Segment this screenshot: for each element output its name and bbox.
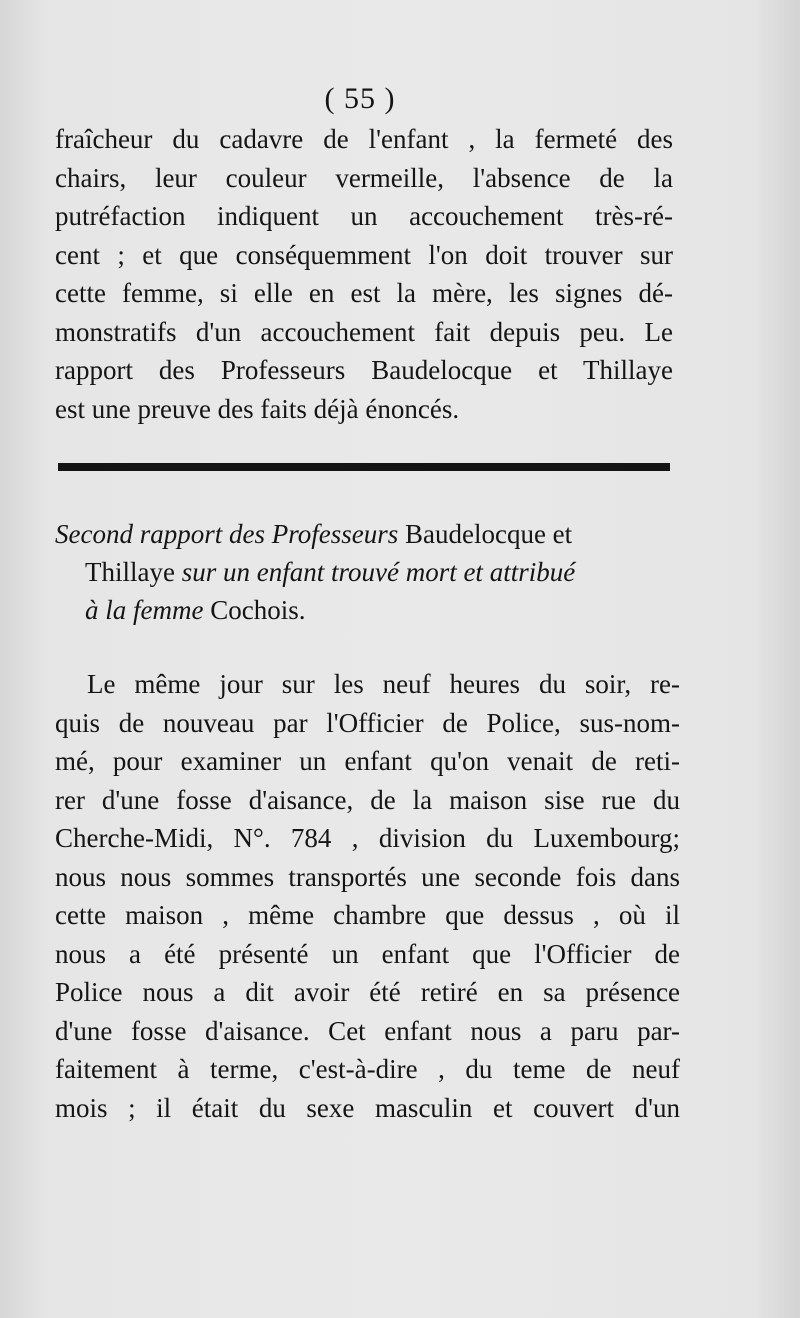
- text-line: d'une fosse d'aisance. Cet enfant nous a paru par-: [55, 1015, 680, 1046]
- heading-italic-part: Second rapport des Professeurs: [55, 519, 399, 549]
- text-line: faitement à terme, c'est-à-dire , du teme de neuf: [55, 1054, 680, 1084]
- text-line: nous nous sommes transportés une seconde fois dans: [55, 861, 680, 892]
- section-divider: [58, 463, 670, 471]
- text-line: est une preuve des faits déjà énoncés.: [55, 393, 460, 424]
- text-line: rer d'une fosse d'aisance, de la maison sise rue du: [55, 784, 680, 815]
- text-line: mois ; il était du sexe masculin et couvert d'un: [55, 1092, 680, 1123]
- heading-roman-part: Cochois.: [210, 595, 306, 625]
- text-line: fraîcheur du cadavre de l'enfant , la fermeté des: [55, 124, 673, 154]
- text-line: quis de nouveau par l'Officier de Police, sus-nom-: [55, 707, 680, 738]
- heading-italic-part: sur un enfant trouvé mort et attribué: [181, 557, 576, 587]
- text-line: putréfaction indiquent un accouchement très-ré-: [55, 201, 673, 231]
- text-line: Cherche-Midi, N°. 784 , division du Luxembourg;: [55, 823, 680, 853]
- page-number: ( 55 ): [324, 82, 396, 115]
- text-line: Le même jour sur les neuf heures du soir, re-: [87, 669, 680, 699]
- heading-roman-part: Thillaye: [85, 557, 175, 587]
- paragraph-2: [55, 665, 680, 1127]
- text-line: Police nous a dit avoir été retiré en sa présence: [55, 977, 680, 1007]
- heading-roman-part: Baudelocque et: [404, 519, 573, 549]
- text-line: cent ; et que conséquemment l'on doit trouver sur: [55, 239, 673, 270]
- text-line: mé, pour examiner un enfant qu'on venait de reti-: [55, 746, 680, 776]
- text-line: cette femme, si elle en est la mère, les signes dé-: [55, 278, 673, 308]
- section-heading: [55, 515, 680, 629]
- paragraph-1: [55, 120, 673, 428]
- text-line: cette maison , même chambre que dessus , où il: [55, 900, 680, 930]
- text-line: monstratifs d'un accouchement fait depuis peu. Le: [55, 316, 673, 347]
- text-line: nous a été présenté un enfant que l'Officier de: [55, 938, 680, 969]
- text-line: rapport des Professeurs Baudelocque et Thillaye: [55, 355, 673, 385]
- heading-italic-part: à la femme: [85, 595, 204, 625]
- text-line: chairs, leur couleur vermeille, l'absence de la: [55, 162, 673, 193]
